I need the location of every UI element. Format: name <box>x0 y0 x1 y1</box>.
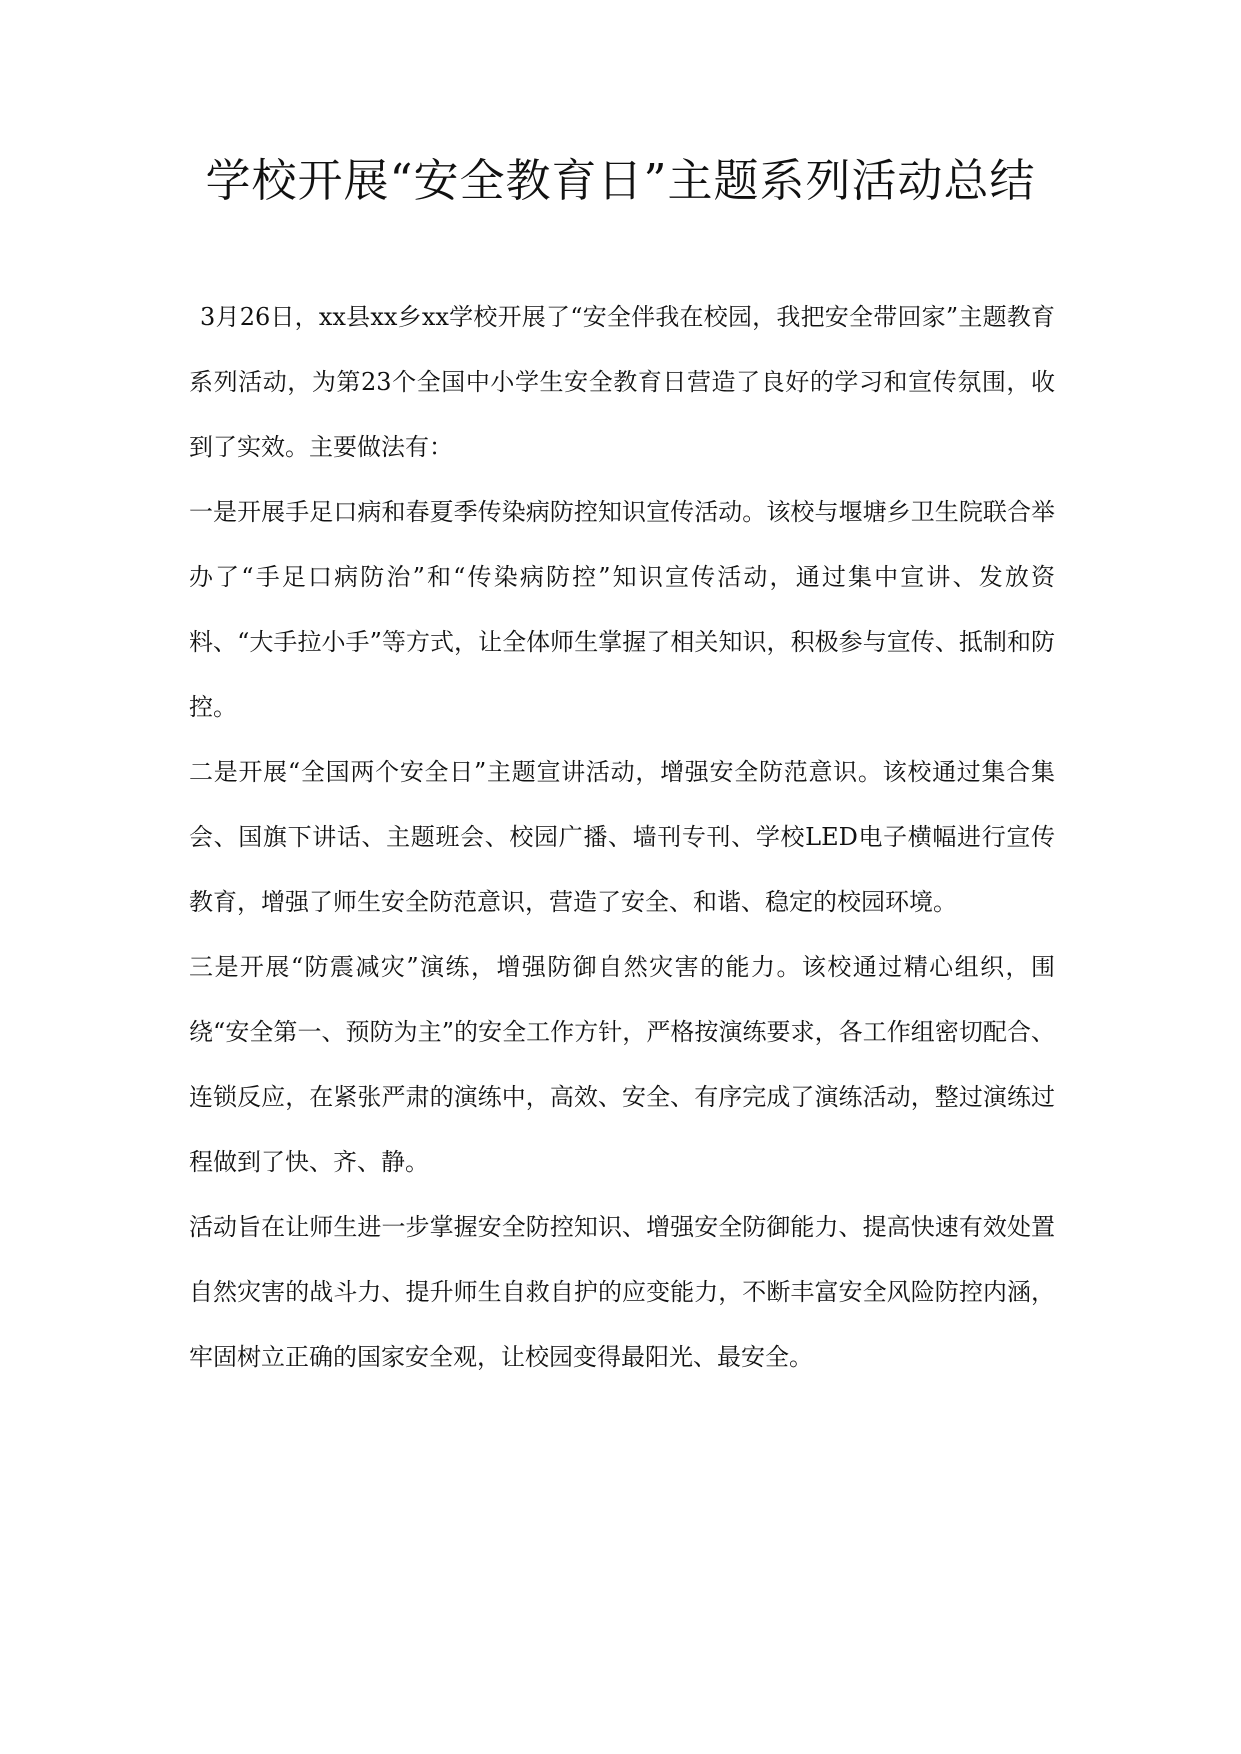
paragraph-disease-prevention: 一是开展手足口病和春夏季传染病防控知识宣传活动。该校与堰塘乡卫生院联合举办了“手足口病防治”和“传染病防控”知识宣传活动，通过集中宣讲、发放资料、“大手拉小手”等方式，让全体师生掌握了相关知识，积极参与宣传、抵制和防控。 <box>189 498 1055 721</box>
paragraph-conclusion: 活动旨在让师生进一步掌握安全防控知识、增强安全防御能力、提高快速有效处置自然灾害的战斗力、提升师生自救自护的应变能力，不断丰富安全风险防控内涵，牢固树立正确的国家安全观，让校园变得最阳光、最安全。 <box>189 1213 1055 1371</box>
document-title: 学校开展“安全教育日”主题系列活动总结 <box>205 154 1036 207</box>
document-body <box>189 285 1055 1390</box>
paragraph-safety-day-lectures: 二是开展“全国两个安全日”主题宣讲活动，增强安全防范意识。该校通过集合集会、国旗下讲话、主题班会、校园广播、墙刊专刊、学校LED电子横幅进行宣传教育，增强了师生安全防范意识，营造了安全、和谐、稳定的校园环境。 <box>189 758 1055 916</box>
paragraph-intro: 3月26日，xx县xx乡xx学校开展了“安全伴我在校园，我把安全带回家”主题教育系列活动，为第23个全国中小学生安全教育日营造了良好的学习和宣传氛围，收到了实效。主要做法有： <box>189 303 1055 461</box>
paragraph-earthquake-drill: 三是开展“防震减灾”演练，增强防御自然灾害的能力。该校通过精心组织，围绕“安全第一、预防为主”的安全工作方针，严格按演练要求，各工作组密切配合、连锁反应，在紧张严肃的演练中，高效、安全、有序完成了演练活动，整过演练过程做到了快、齐、静。 <box>189 953 1055 1176</box>
